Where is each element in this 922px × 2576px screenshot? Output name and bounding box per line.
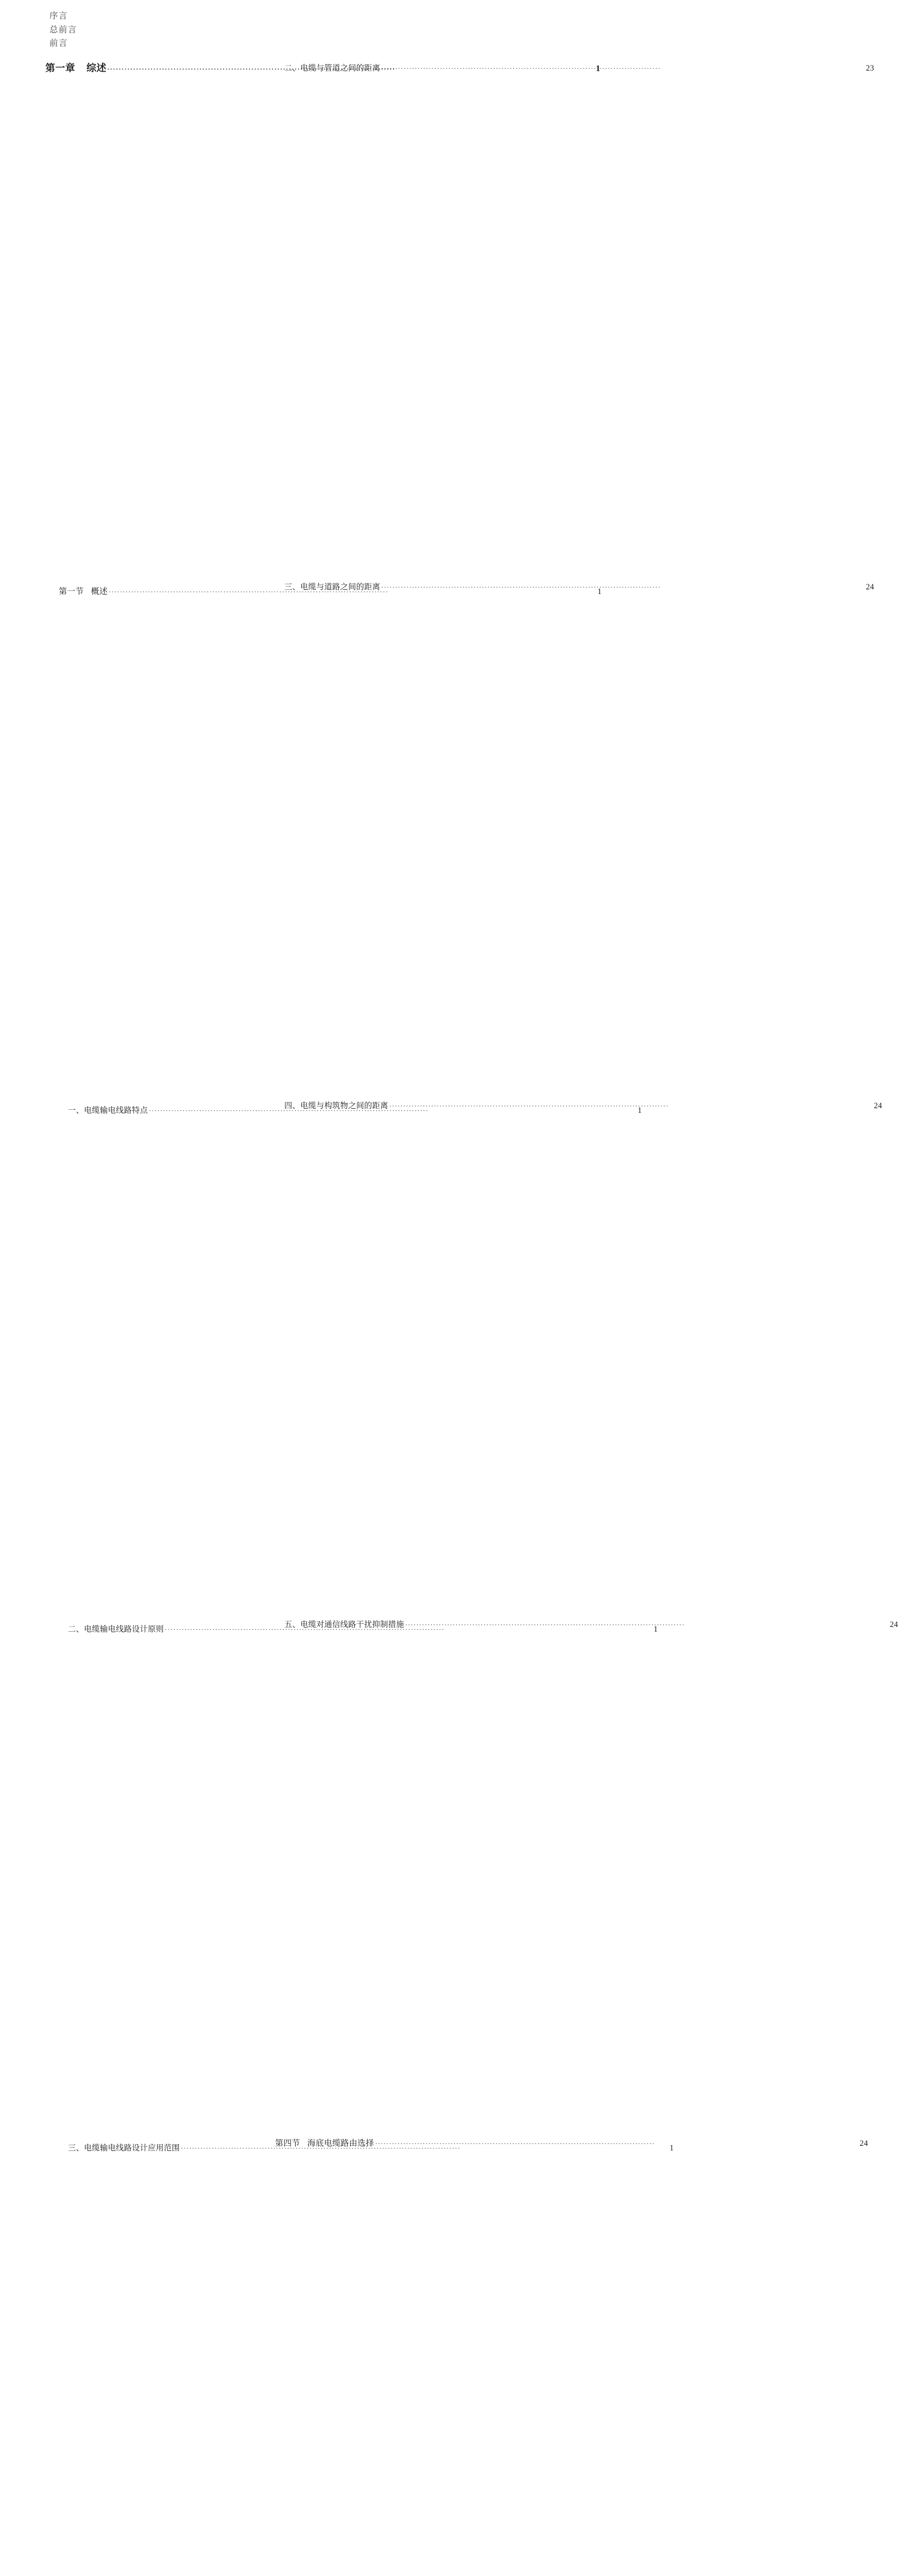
dot-leader (389, 1098, 392, 1113)
toc-page-number: 24 (890, 1620, 898, 1629)
front-matter-item: 前言 (49, 38, 68, 48)
front-matter-item: 序言 (49, 11, 68, 21)
toc-chapter-title: 综述 (86, 63, 107, 74)
toc-section-title: 海底电缆路由选择 (307, 2139, 374, 2148)
toc-item-label: 二、电缆与管道之间的距离 (284, 64, 380, 73)
front-matter-list (49, 9, 204, 50)
dot-leader (165, 1622, 168, 1637)
dot-leader (149, 1103, 152, 1118)
toc-page-number: 1 (595, 63, 601, 73)
toc-page-number: 1 (637, 1106, 642, 1115)
toc-item-entry[interactable] (262, 61, 874, 580)
toc-item-entry[interactable] (262, 580, 874, 1098)
toc-item-label: 三、电缆与道路之间的距离 (284, 583, 380, 591)
dot-leader (375, 2136, 378, 2151)
toc-section-number: 第四节 (275, 2139, 300, 2148)
dot-leader (381, 580, 384, 595)
toc-columns (0, 61, 898, 2153)
toc-section-number: 第一节 (59, 587, 84, 596)
dot-leader (108, 61, 111, 77)
toc-item-label: 五、电缆对通信线路干扰抑制措施 (284, 1620, 404, 1629)
toc-item-label: 三、电缆输电线路设计应用范围 (68, 2144, 180, 2153)
toc-section-title: 概述 (91, 587, 108, 596)
toc-chapter-number: 第一章 (45, 63, 75, 74)
toc-item-label: 二、电缆输电线路设计原则 (68, 1625, 164, 1634)
toc-item-entry[interactable] (262, 1098, 882, 1617)
toc-page-number: 1 (597, 587, 602, 596)
toc-item-entry[interactable] (262, 1617, 898, 2136)
dot-leader (181, 2141, 184, 2156)
toc-item-label: 一、电缆输电线路特点 (68, 1106, 148, 1115)
dot-leader (405, 1617, 408, 1632)
front-matter-item: 总前言 (49, 24, 77, 35)
dot-leader (381, 61, 384, 76)
toc-column-right (262, 61, 898, 2576)
toc-page-number: 23 (865, 64, 874, 73)
toc-page-number: 1 (653, 1625, 658, 1634)
toc-item-label: 四、电缆与构筑物之间的距离 (284, 1101, 388, 1110)
toc-page-number: 1 (669, 2144, 674, 2153)
toc-page-number: 24 (865, 583, 874, 591)
toc-section-entry[interactable] (262, 2136, 868, 2576)
toc-page-number: 24 (859, 2139, 868, 2148)
toc-section-label (275, 2136, 374, 2151)
toc-chapter-label (45, 61, 107, 76)
dot-leader (109, 584, 112, 599)
toc-page-number: 24 (874, 1101, 882, 1110)
toc-section-label (59, 584, 108, 599)
